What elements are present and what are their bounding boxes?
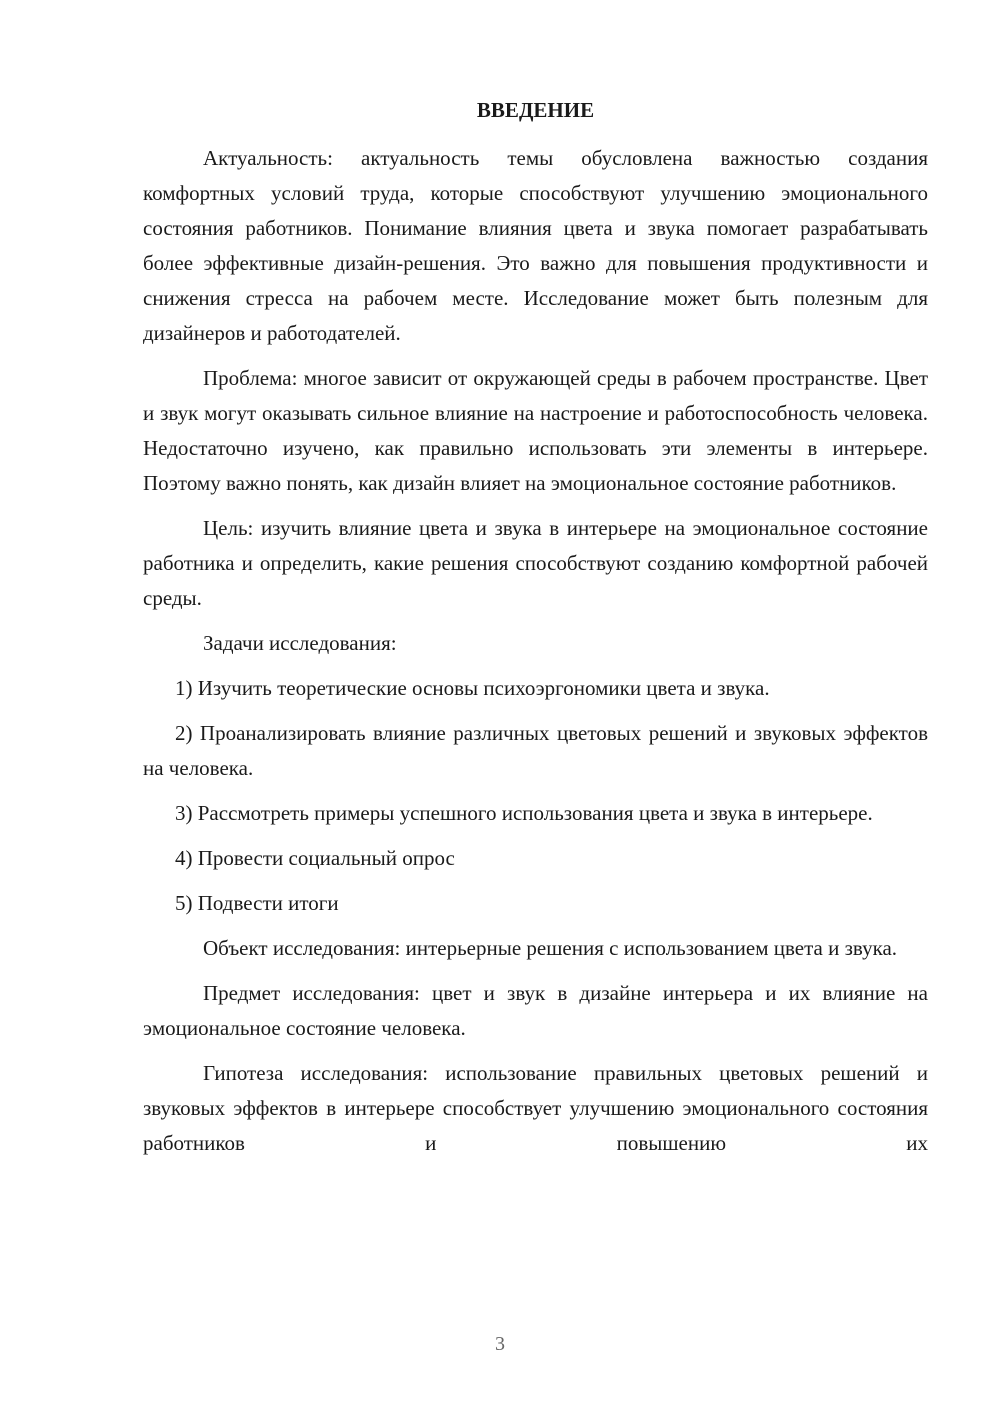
tasks-title: Задачи исследования: — [203, 631, 397, 655]
section-heading: ВВЕДЕНИЕ — [476, 98, 595, 122]
object-paragraph: Объект исследования: интерьерные решения с использованием цвета и звука. — [203, 936, 898, 960]
problem-paragraph: Проблема: многое зависит от окружающей среды в рабочем пространстве. Цвет и звук могут оказывать сильное влияние на настроение и работоспособность человека. Недостаточно изучено, как правильно использовать эти элементы в интерьере. Поэтому важно понять, как дизайн влияет на эмоциональное состояние работников. — [143, 366, 928, 495]
hypothesis-paragraph: Гипотеза исследования: использование правильных цветовых решений и звуковых эффектов в интерьере способствует улучшению эмоционального состояния работников и повышению их — [143, 1061, 928, 1155]
task-item: 3) Рассмотреть примеры успешного использования цвета и звука в интерьере. — [175, 801, 873, 825]
goal-paragraph: Цель: изучить влияние цвета и звука в интерьере на эмоциональное состояние работника и определить, какие решения способствуют созданию комфортной рабочей среды. — [143, 516, 928, 610]
task-item: 4) Провести социальный опрос — [175, 846, 455, 870]
task-item: 5) Подвести итоги — [175, 891, 339, 915]
document-page — [143, 93, 928, 1171]
subject-paragraph: Предмет исследования: цвет и звук в дизайне интерьера и их влияние на эмоциональное состояние человека. — [143, 981, 928, 1040]
task-item: 1) Изучить теоретические основы психоэргономики цвета и звука. — [175, 676, 770, 700]
task-item: 2) Проанализировать влияние различных цветовых решений и звуковых эффектов на человека. — [143, 721, 928, 780]
relevance-paragraph: Актуальность: актуальность темы обусловлена важностью создания комфортных условий труда, которые способствуют улучшению эмоционального состояния работников. Понимание влияния цвета и звука помогает разрабатывать более эффективные дизайн-решения. Это важно для повышения продуктивности и снижения стресса на рабочем месте. Исследование может быть полезным для дизайнеров и работодателей. — [143, 146, 928, 345]
page-number: 3 — [495, 1333, 505, 1355]
